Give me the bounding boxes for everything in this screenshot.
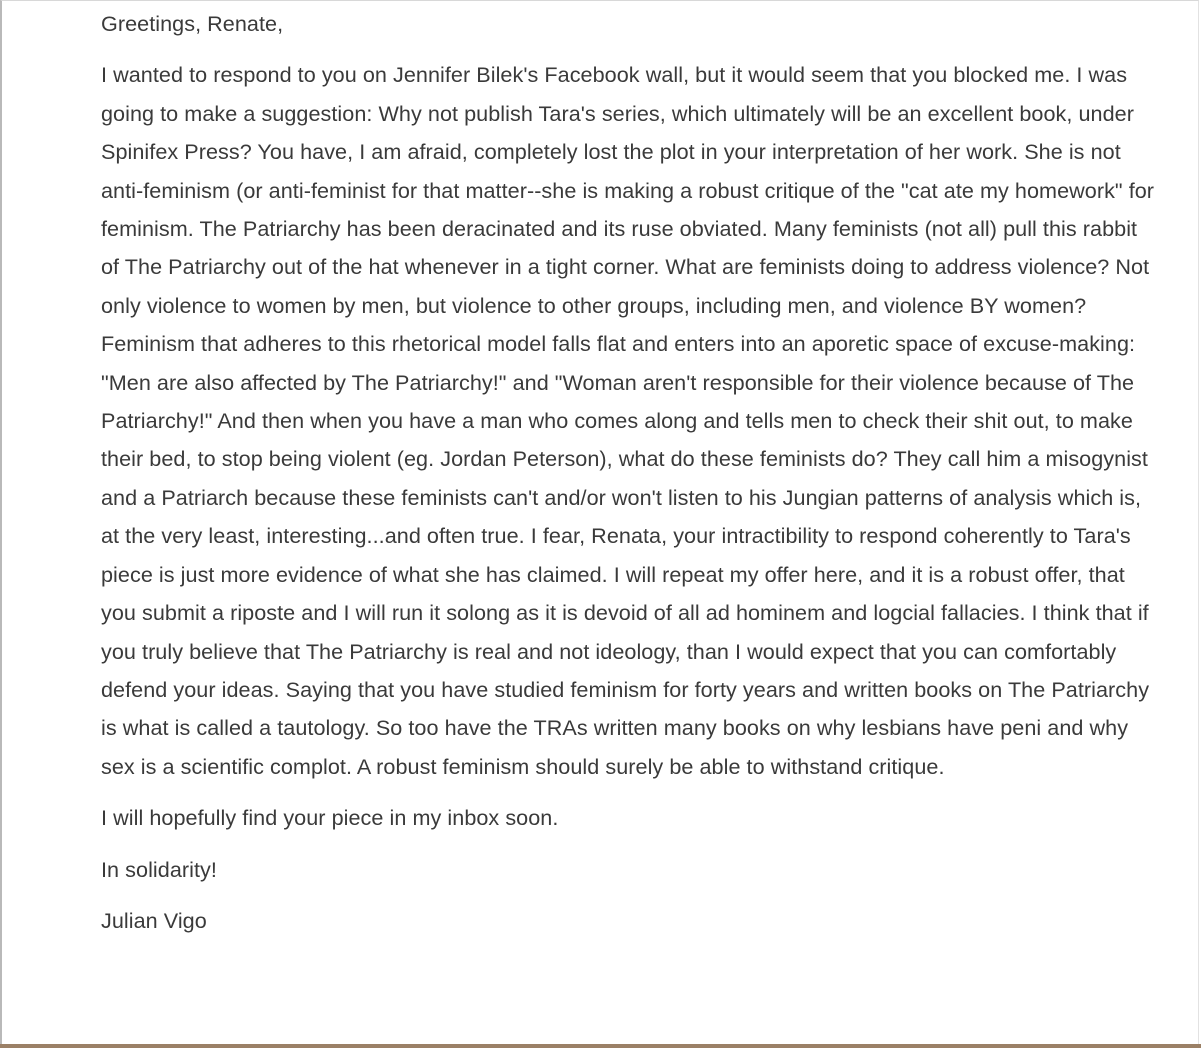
email-signoff: In solidarity! (101, 856, 217, 882)
email-main-paragraph: I wanted to respond to you on Jennifer Bilek's Facebook wall, but it would seem that you blocked me. I was going to make a suggestion: Why not publish Tara's series, which ultimately will be an excellent book, under Spinifex Press? You have, I am afraid, completely lost the plot in your interpretation of her work. She is not anti-feminism (or anti-feminist for that matter--she is making a robust critique of the "cat ate my homework" for feminism. The Patriarchy has been deracinated and its ruse obviated. Many feminists (not all) pull this rabbit of The Patriarchy out of the hat whenever in a tight corner. What are feminists doing to address violence? Not only violence to women by men, but violence to other groups, including men, and violence BY women? Feminism that adheres to this rhetorical model falls flat and enters into an aporetic space of excuse-making: "Men are also affected by The Patriarchy!" and "Woman aren't responsible for their violence because of The Patriarchy!" And then when you have a man who comes along and tells men to check their shit out, to make their bed, to stop being violent (eg. Jordan Peterson), what do these feminists do? They call him a misogynist and a Patriarch because these feminists can't and/or won't listen to his Jungian patterns of analysis which is, at the very least, interesting...and often true. I fear, Renata, your intractibility to respond coherently to Tara's piece is just more evidence of what she has claimed. I will repeat my offer here, and it is a robust offer, that you submit a riposte and I will run it solong as it is devoid of all ad hominem and logcial fallacies. I think that if you truly believe that The Patriarchy is real and not ideology, than I would expect that you can comfortably defend your ideas. Saying that you have studied feminism for forty years and written books on The Patriarchy is what is called a tautology. So too have the TRAs written many books on why lesbians have peni and why sex is a scientific complot. A robust feminism should surely be able to withstand critique. (101, 62, 1155, 779)
email-body (101, 5, 1161, 940)
email-greeting: Greetings, Renate, (101, 11, 284, 36)
window-bottom-edge (0, 1044, 1201, 1048)
email-signature: Julian Vigo (101, 907, 207, 933)
email-closing-line: I will hopefully find your piece in my inbox soon. (101, 805, 559, 831)
